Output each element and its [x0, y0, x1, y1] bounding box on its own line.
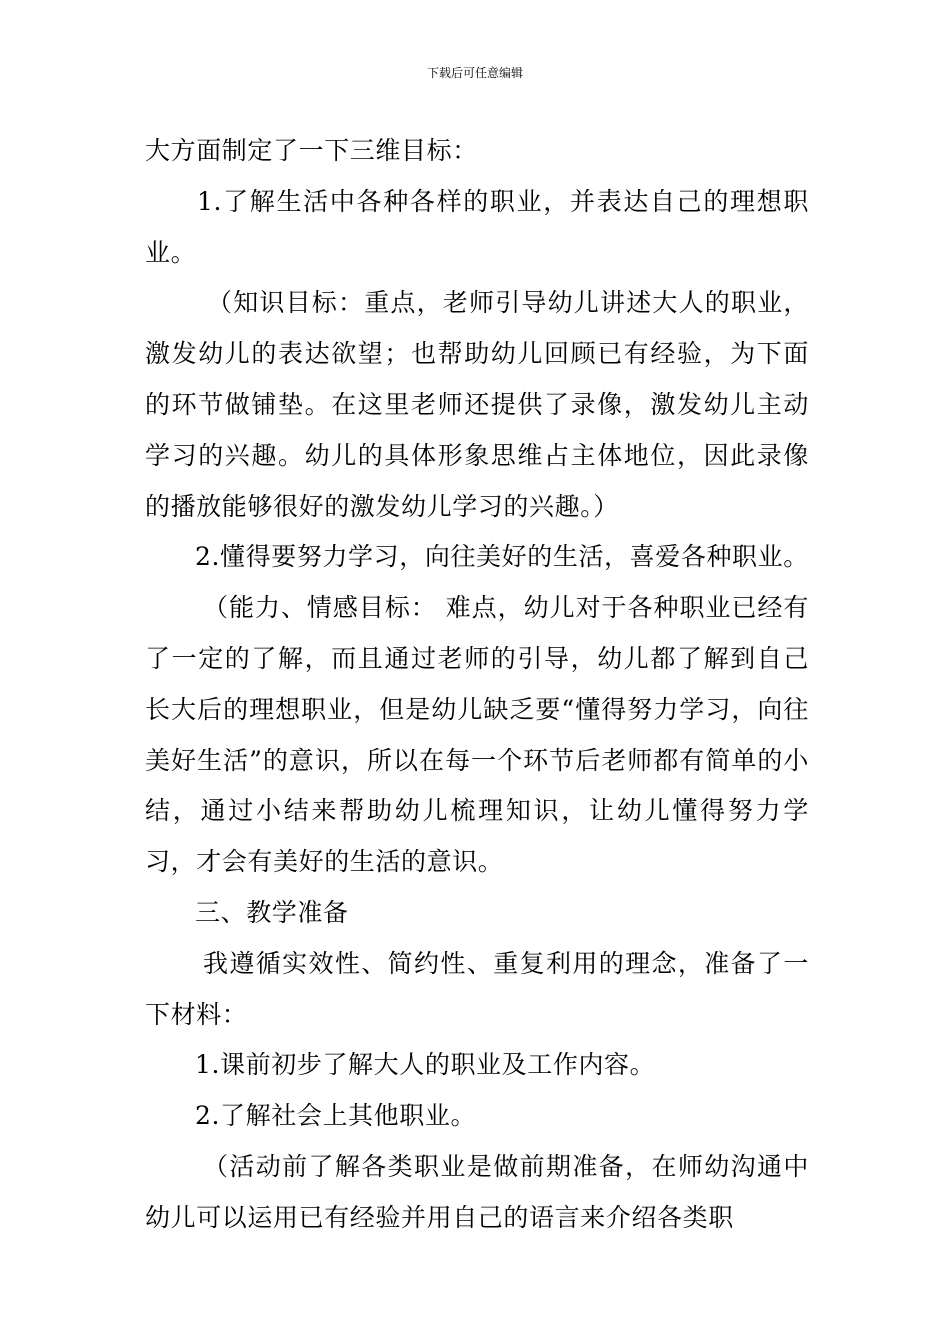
paragraph-ability-goal: （能力、情感目标： 难点，幼儿对于各种职业已经有了一定的了解，而且通过老师的引导，幼儿都了解到自己长大后的理想职业，但是幼儿缺乏要“懂得努力学习，向往美好生活”的意识，所以在每一个环节后老师都有简单的小结，通过小结来帮助幼儿梳理知识，让幼儿懂得努力学习，才会有美好的生活的意识。	[145, 593, 809, 877]
paragraph-material-1: 1.课前初步了解大人的职业及工作内容。	[195, 1050, 656, 1080]
paragraph-goal-1: 1.了解生活中各种各样的职业，并表达自己的理想职业。	[145, 186, 809, 267]
paragraph-goal-2: 2.懂得要努力学习，向往美好的生活，喜爱各种职业。	[195, 542, 809, 572]
paragraph-material-2: 2.了解社会上其他职业。	[195, 1101, 477, 1131]
page-header-note: 下载后可任意编辑	[426, 66, 523, 80]
paragraph-intro: 大方面制定了一下三维目标：	[145, 136, 478, 165]
paragraph-activity-note: （活动前了解各类职业是做前期准备，在师幼沟通中幼儿可以运用已有经验并用自己的语言来介绍各类职	[145, 1151, 809, 1232]
document-body	[145, 126, 809, 1244]
paragraph-knowledge-goal: （知识目标：重点，老师引导幼儿讲述大人的职业，激发幼儿的表达欲望；也帮助幼儿回顾已有经验，为下面的环节做铺垫。在这里老师还提供了录像，激发幼儿主动学习的兴趣。幼儿的具体形象思维占主体地位，因此录像的播放能够很好的激发幼儿学习的兴趣。）	[145, 288, 809, 521]
paragraph-preparation-intro: 我遵循实效性、简约性、重复利用的理念，准备了一下材料：	[145, 948, 809, 1029]
section-heading-preparation: 三、教学准备	[195, 897, 349, 927]
